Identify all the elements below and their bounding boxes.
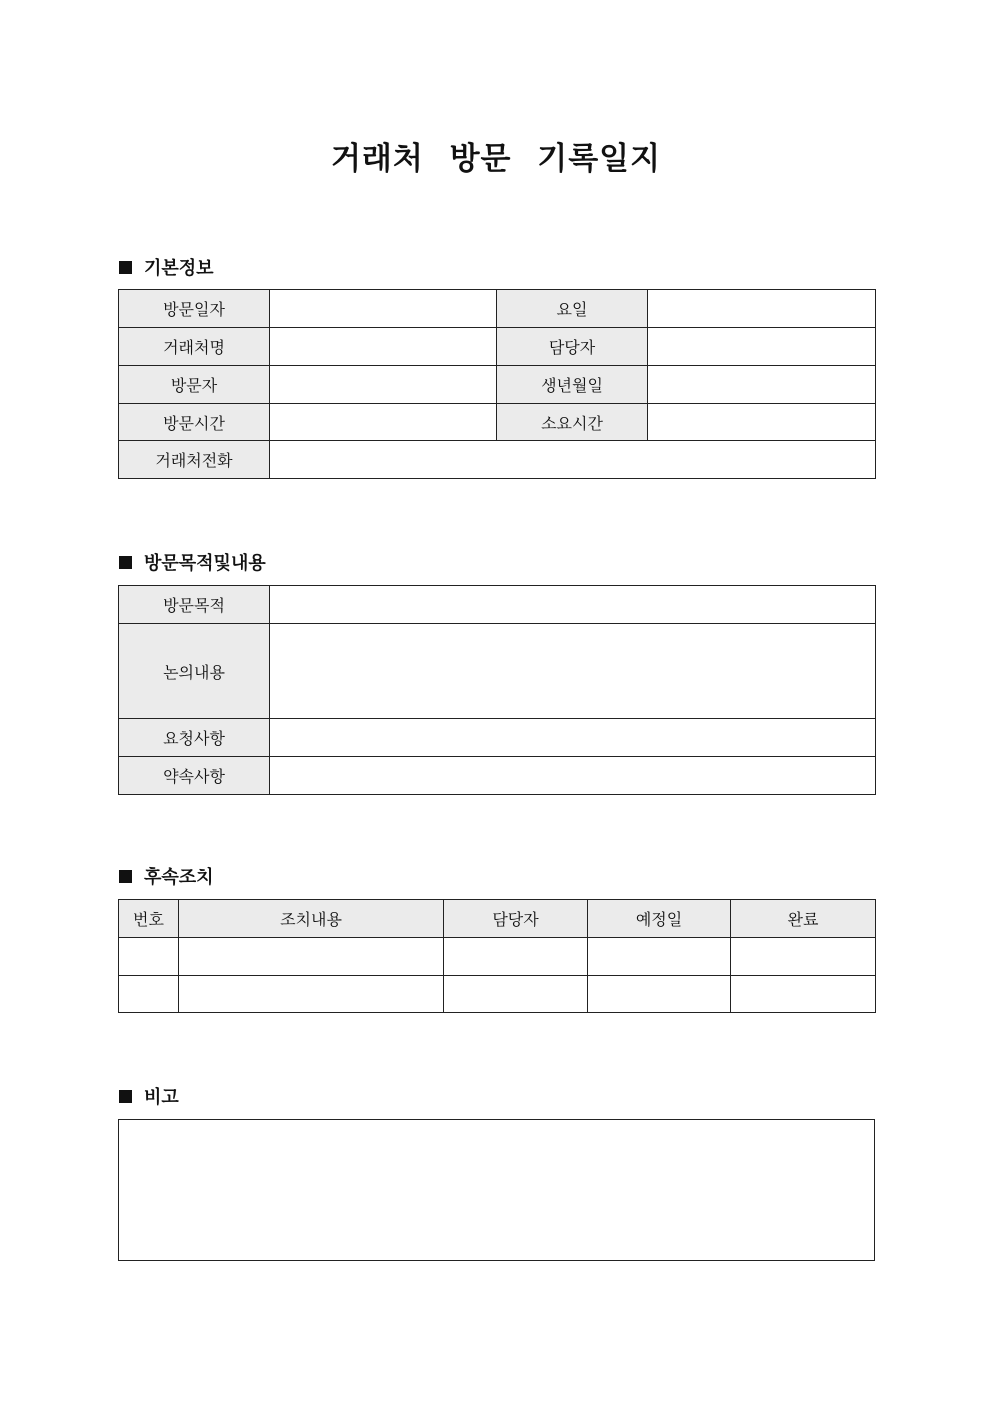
section-heading-remarks	[119, 1083, 179, 1109]
table-header-row	[119, 900, 876, 938]
client-phone-label: 거래처전화	[119, 441, 270, 479]
table-row	[119, 328, 876, 366]
table-row	[119, 976, 876, 1013]
birth-date-field[interactable]	[648, 366, 876, 404]
discussion-label: 논의내용	[119, 624, 270, 719]
due-date-cell[interactable]	[588, 976, 731, 1013]
requests-label: 요청사항	[119, 719, 270, 757]
column-header-number: 번호	[119, 900, 179, 938]
basic-info-table	[118, 289, 876, 479]
square-bullet-icon	[119, 870, 132, 883]
number-cell[interactable]	[119, 976, 179, 1013]
column-header-action: 조치내용	[179, 900, 444, 938]
square-bullet-icon	[119, 261, 132, 274]
table-row	[119, 938, 876, 976]
person-in-charge-field[interactable]	[648, 328, 876, 366]
column-header-complete: 완료	[731, 900, 876, 938]
section-heading-followup	[119, 863, 214, 889]
number-cell[interactable]	[119, 938, 179, 976]
birth-date-label: 생년월일	[497, 366, 648, 404]
client-name-label: 거래처명	[119, 328, 270, 366]
page-title: 거래처 방문 기록일지	[330, 141, 662, 177]
section-title: 후속조치	[144, 867, 214, 888]
table-row	[119, 719, 876, 757]
table-row	[119, 586, 876, 624]
discussion-field[interactable]	[270, 624, 876, 719]
table-row	[119, 624, 876, 719]
visit-date-label: 방문일자	[119, 290, 270, 328]
visit-date-field[interactable]	[270, 290, 497, 328]
visitor-field[interactable]	[270, 366, 497, 404]
column-header-due-date: 예정일	[588, 900, 731, 938]
person-cell[interactable]	[444, 938, 588, 976]
remarks-field[interactable]	[118, 1119, 875, 1261]
purpose-label: 방문목적	[119, 586, 270, 624]
section-title: 방문목적및내용	[144, 553, 266, 574]
action-cell[interactable]	[179, 938, 444, 976]
complete-cell[interactable]	[731, 938, 876, 976]
visit-time-label: 방문시간	[119, 404, 270, 441]
action-cell[interactable]	[179, 976, 444, 1013]
duration-label: 소요시간	[497, 404, 648, 441]
table-row	[119, 404, 876, 441]
due-date-cell[interactable]	[588, 938, 731, 976]
person-cell[interactable]	[444, 976, 588, 1013]
weekday-field[interactable]	[648, 290, 876, 328]
client-phone-field[interactable]	[270, 441, 876, 479]
table-row	[119, 290, 876, 328]
square-bullet-icon	[119, 556, 132, 569]
client-name-field[interactable]	[270, 328, 497, 366]
weekday-label: 요일	[497, 290, 648, 328]
person-in-charge-label: 담당자	[497, 328, 648, 366]
column-header-person: 담당자	[444, 900, 588, 938]
table-row	[119, 366, 876, 404]
section-heading-purpose	[119, 549, 266, 575]
visit-time-field[interactable]	[270, 404, 497, 441]
purpose-table	[118, 585, 876, 795]
table-row	[119, 441, 876, 479]
promises-field[interactable]	[270, 757, 876, 795]
promises-label: 약속사항	[119, 757, 270, 795]
purpose-field[interactable]	[270, 586, 876, 624]
visitor-label: 방문자	[119, 366, 270, 404]
section-heading-basic-info	[119, 254, 214, 280]
table-row	[119, 757, 876, 795]
complete-cell[interactable]	[731, 976, 876, 1013]
requests-field[interactable]	[270, 719, 876, 757]
square-bullet-icon	[119, 1090, 132, 1103]
followup-table	[118, 899, 876, 1013]
duration-field[interactable]	[648, 404, 876, 441]
section-title: 기본정보	[144, 258, 214, 279]
section-title: 비고	[144, 1087, 179, 1108]
